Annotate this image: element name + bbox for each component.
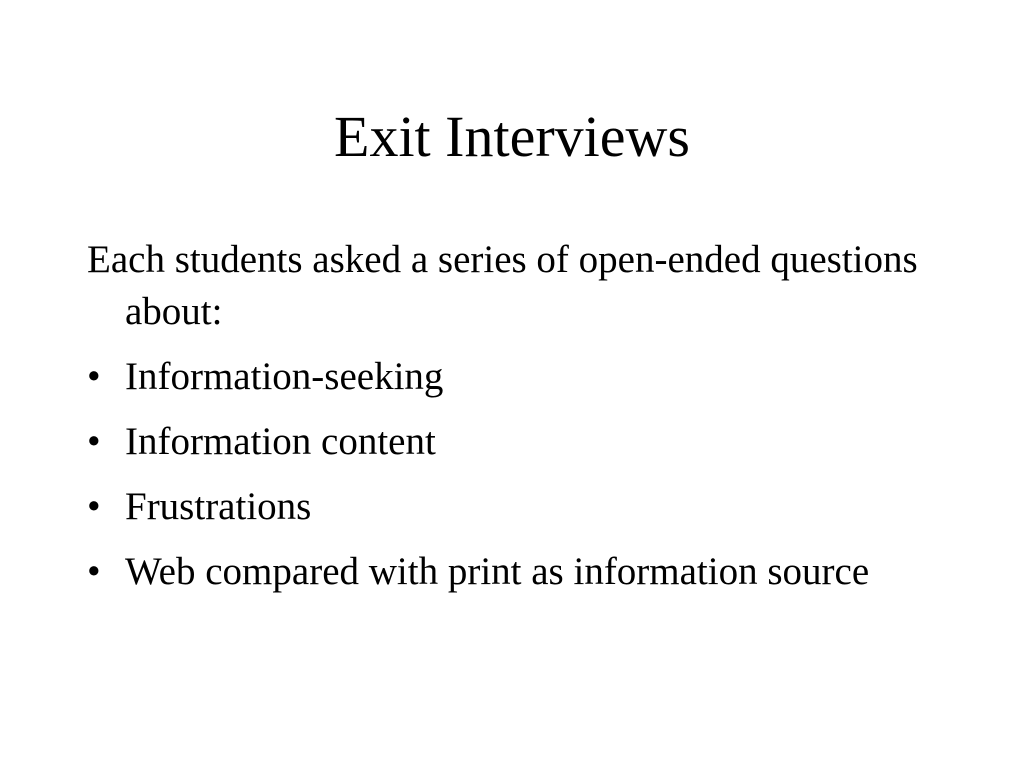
bullet-icon: • — [87, 485, 101, 528]
bullet-icon: • — [87, 355, 101, 398]
list-item — [87, 546, 927, 598]
intro-text: Each students asked a series of open-ended questions about: — [87, 238, 918, 333]
slide-title: Exit Interviews — [334, 104, 690, 169]
bullet-text: Frustrations — [125, 485, 312, 528]
list-item — [87, 351, 927, 403]
bullet-text: Web compared with print as information source — [125, 550, 870, 593]
list-item — [87, 481, 927, 533]
bullet-text: Information content — [125, 420, 436, 463]
bullet-icon: • — [87, 550, 101, 593]
bullet-icon: • — [87, 420, 101, 463]
slide-body — [87, 234, 927, 611]
list-item — [87, 416, 927, 468]
bullet-text: Information-seeking — [125, 355, 444, 398]
bullet-list — [87, 351, 927, 598]
